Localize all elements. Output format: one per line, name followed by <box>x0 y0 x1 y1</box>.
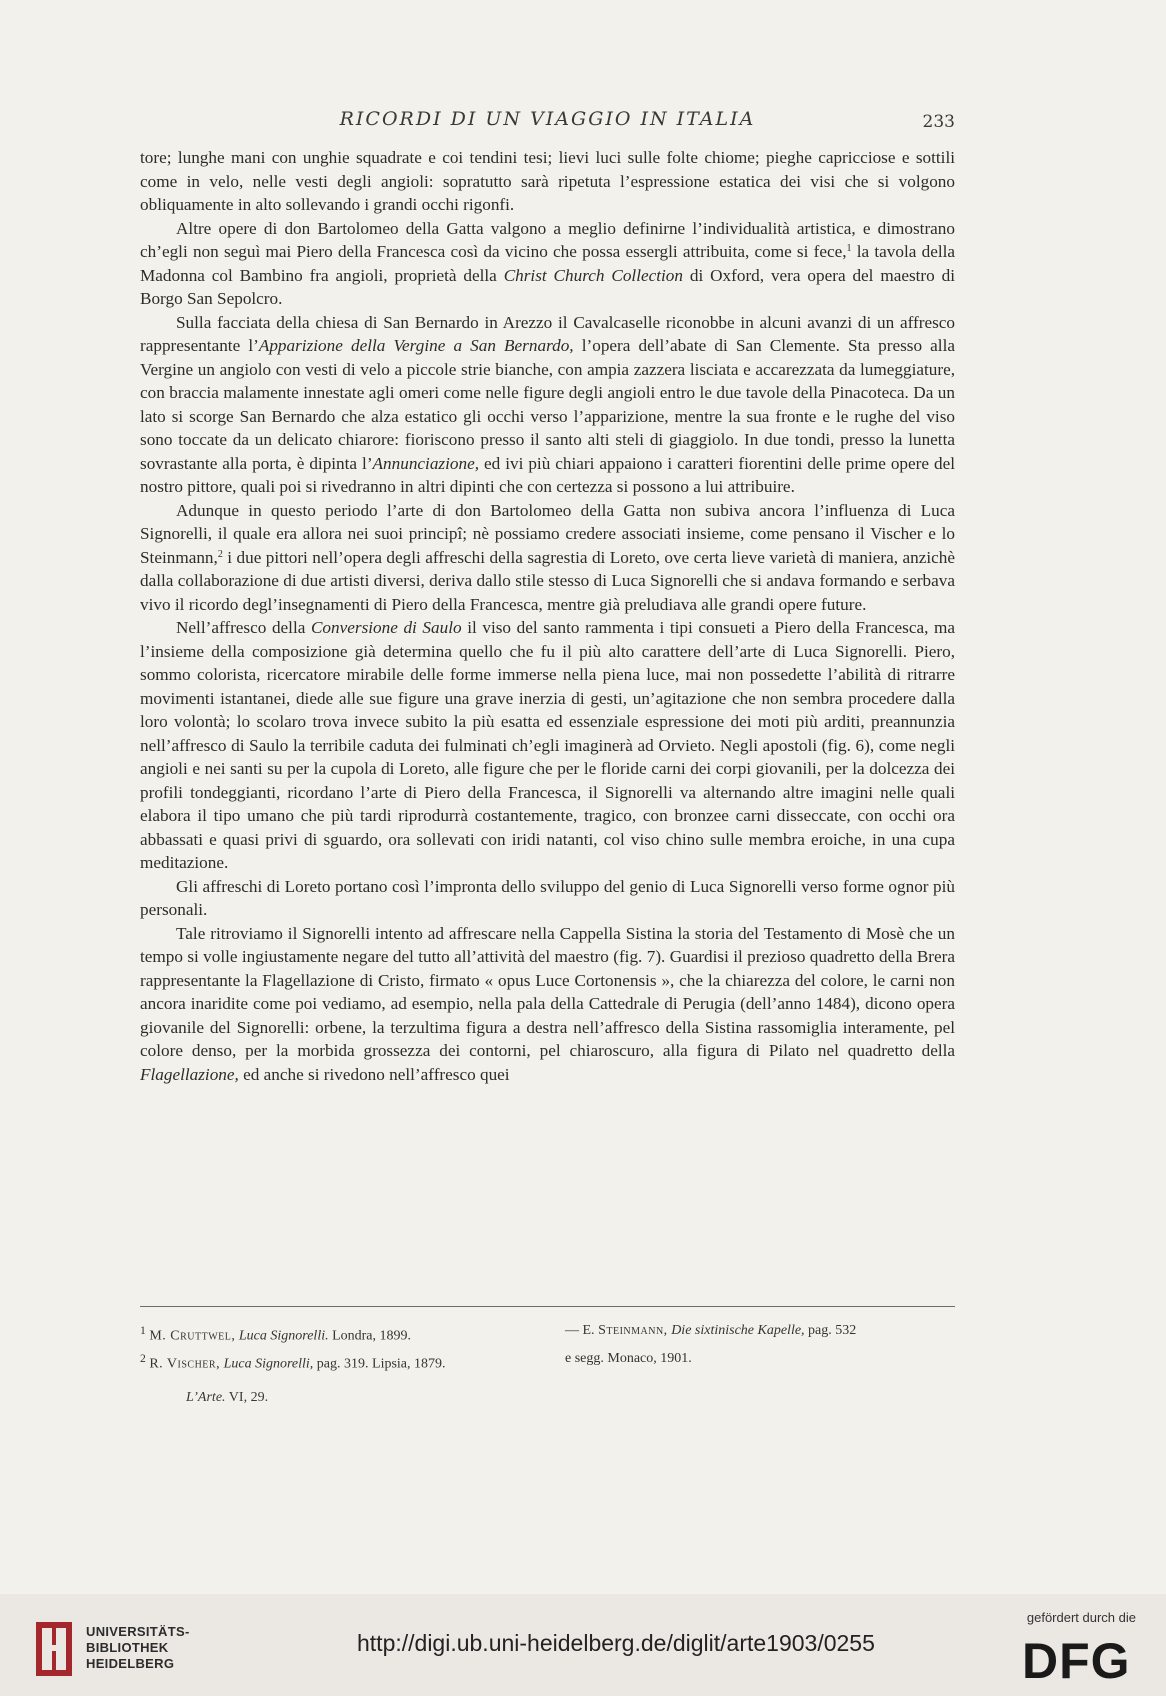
viewer-footer <box>0 1594 1166 1696</box>
library-name-line: BIBLIOTHEK <box>86 1640 169 1655</box>
footnote-2-continued <box>565 1348 955 1376</box>
footnote-1-continued <box>565 1320 955 1348</box>
footnote-row <box>140 1320 955 1348</box>
paragraph <box>140 311 955 499</box>
funding-note: gefördert durch die <box>1026 1610 1136 1625</box>
dfg-logo-text: DFG <box>1022 1633 1131 1684</box>
footnote-title: Luca Signorelli. <box>238 1328 329 1344</box>
paragraph <box>140 616 955 875</box>
footnotes <box>140 1320 955 1375</box>
running-head <box>140 106 955 134</box>
footnote-ref: 1 <box>846 243 852 254</box>
footnote-text: — E. <box>565 1323 599 1338</box>
footnote-text: e segg. Monaco, 1901. <box>565 1350 692 1366</box>
paragraph-text: il viso del santo rammenta i tipi consueti a Piero della Francesca, ma l’insieme della composizione già determina quello che fu il più alto carattere dell’arte di Luca Signorelli. Piero, sommo colorista, ricercatore mirabile delle forme immerse nella piena luce, mai non possedette l’abilità di ritrarre movimenti istantanei, diede alle sue figure una grave inerzia di gesti, un’agitazione che non sembra procedere dalla loro volontà; lo scolaro trova invece subito la più esatta ed essenziale espressione dei moti più arditi, preannunzia nell’affresco di Saulo la terribile caduta dei fulminati ch’egli imaginerà ad Orvieto. Negli apostoli (fig. 6), come negli angioli e nei santi su per la cupola di Loreto, alle figure che per le floride carni dei corpi giovanili, per la dolcezza dei profili tondeggianti, ricordano l’arte di Piero della Francesca, il Signorelli va alternando altre imagini nelle quali elabora il tipo umano che più tardi riprodurrà costantemente, tragico, con bronzee carni disseccate, con occhi ora abbassati e quasi privi di sguardo, ora sollevati con iridi natanti, col viso chino sulle membra eroiche, in una cupa meditazione. <box>140 618 955 872</box>
paragraph-text: i due pittori nell’opera degli affreschi della sagrestia di Loreto, ove certa lieve varietà di maniera, anzichè dalla collaborazione di due artisti diversi, deriva dallo stile stesso di Luca Signorelli che si andava formando e serbava vivo il ricordo degl’insegnamenti di Piero della Francesca, mentre già preludiava alle grandi opere future. <box>140 547 955 614</box>
page-number: 233 <box>922 112 955 132</box>
paragraph <box>140 217 955 311</box>
footnote-row <box>140 1348 955 1376</box>
university-library-logo[interactable] <box>34 1620 274 1680</box>
footnote-number: 2 <box>140 1351 146 1365</box>
paragraph-text: tore; lunghe mani con unghie squadrate e coi tendini tesi; lievi luci sulle folte chiome; pieghe capricciose e sottili come in velo, nelle vesti degli angioli: sopratutto sarà ripetuta l’espressione estatica dei visi che si volgono obliquamente in alto sollevando i grandi occhi rigonfi. <box>140 148 955 214</box>
footnote-divider <box>140 1306 955 1307</box>
italic-title: Conversione di Saulo <box>310 618 462 637</box>
paragraph-text: ed ivi più chiari appaiono i caratteri fiorentini delle prime opere del nostro pittore, quali poi si rivedranno in altri dipinti che con certezza si possono a lui attribuire. <box>140 453 955 496</box>
paragraph-text: Sulla facciata della chiesa di San Bernardo in Arezzo il Cavalcaselle riconobbe in alcuni avanzi di un affresco rappresentante l’ <box>140 312 955 355</box>
dfg-logo[interactable] <box>1022 1632 1138 1684</box>
italic-title: Christ Church Collection <box>503 265 683 285</box>
footnote-title: Luca Signorelli, <box>223 1356 314 1372</box>
paragraph <box>140 922 955 1087</box>
italic-title: Apparizione della Vergine a San Bernardo, <box>258 336 574 355</box>
footnote-author: M. Cruttwel, <box>149 1328 236 1344</box>
paragraph-text: Nell’affresco della <box>176 618 311 637</box>
body-text <box>140 146 955 1086</box>
library-name <box>86 1624 190 1672</box>
footnote-text: Londra, 1899. <box>328 1328 412 1344</box>
paragraph-text: di Oxford, vera opera del maestro di Borgo San Sepolcro. <box>140 265 956 308</box>
signature-volume: VI, 29. <box>228 1390 269 1405</box>
library-seal-icon <box>34 1620 74 1678</box>
footnote-author: Steinmann, <box>598 1323 668 1338</box>
paragraph-text: Tale ritroviamo il Signorelli intento ad affrescare nella Cappella Sistina la storia del Testamento di Mosè che un tempo si volle ingiustamente negare del tutto all’attività del maestro (fig. 7). Guardisi il prezioso quadretto della Brera rappresentante la Flagellazione di Cristo, firmato « opus Luce Cortonensis », che la chiarezza del colore, le carni non ancora inaridite come poi vediamo, ad esempio, nella pala della Cattedrale di Perugia (dell’anno 1484), dicono opera giovanile del Signorelli: orbene, la terzultima figura a destra nell’affresco della Sistina rassomiglia interamente, pel colore denso, per la morbida grossezza dei contorni, pel chiaroscuro, alla figura di Pilato nel quadretto della <box>140 923 955 1060</box>
footnote-author: R. Vischer, <box>149 1356 221 1372</box>
footnote-number: 1 <box>140 1324 146 1337</box>
paragraph-text: Altre opere di don Bartolomeo della Gatta valgono a meglio definirne l’individualità artistica, e dimostrano ch’egli non seguì mai Piero della Francesca così da vicino che possa essergli attribuita, come si fece, <box>140 218 955 261</box>
permalink-url[interactable]: http://digi.ub.uni-heidelberg.de/diglit/arte1903/0255 <box>357 1630 875 1656</box>
italic-title: Flagellazione, <box>140 1064 239 1084</box>
paragraph-text: l’opera dell’abate di San Clemente. Sta presso alla Vergine un angiolo con vesti di velo a piccole strie bianche, con ampia zazzera lisciata e accarezzata da lumeggiature, con braccia malamente innestate agli omeri come nelle figure degli angioli entro le due tavole della Pinacoteca. Da un lato si scorge San Bernardo che alza estatico gli occhi verso l’apparizione, mentre la sua fronte e le rughe del viso sono toccate da un delicato chiarore: fioriscono presso il santo alti steli di giaggiolo. In due tondi, presso la lunetta sovrastante alla porta, è dipinta l’ <box>140 336 955 473</box>
footnote-text: pag. 532 <box>804 1323 857 1338</box>
running-title: RICORDI DI UN VIAGGIO IN ITALIA <box>339 108 756 130</box>
footnote-title: Die sixtinische Kapelle, <box>671 1323 805 1338</box>
footnote-text: pag. 319. Lipsia, 1879. <box>313 1356 446 1372</box>
paragraph <box>140 875 955 922</box>
italic-title: Annunciazione, <box>372 453 479 473</box>
footnote-1 <box>140 1320 560 1348</box>
library-name-line: UNIVERSITÄTS- <box>86 1624 190 1639</box>
paragraph <box>140 146 955 217</box>
paragraph-text: Adunque in questo periodo l’arte di don Bartolomeo della Gatta non subiva ancora l’influenza di Luca Signorelli, il quale era allora nei suoi principî; nè possiamo credere associati insieme, come pensano il Vischer e lo Steinmann, <box>140 500 955 567</box>
printer-signature <box>186 1390 268 1406</box>
footnote-2 <box>140 1348 560 1376</box>
paragraph-text: Gli affreschi di Loreto portano così l’impronta dello sviluppo del genio di Luca Signorelli verso forme ognor più personali. <box>140 876 955 919</box>
paragraph-text: la tavola della Madonna col Bambino fra angioli, proprietà della <box>140 242 955 285</box>
footnote-ref: 2 <box>217 548 223 560</box>
paragraph-text: ed anche si rivedono nell’affresco quei <box>238 1064 510 1084</box>
paragraph <box>140 499 955 617</box>
library-name-line: HEIDELBERG <box>86 1656 175 1671</box>
signature-journal: L’Arte. <box>186 1390 226 1405</box>
